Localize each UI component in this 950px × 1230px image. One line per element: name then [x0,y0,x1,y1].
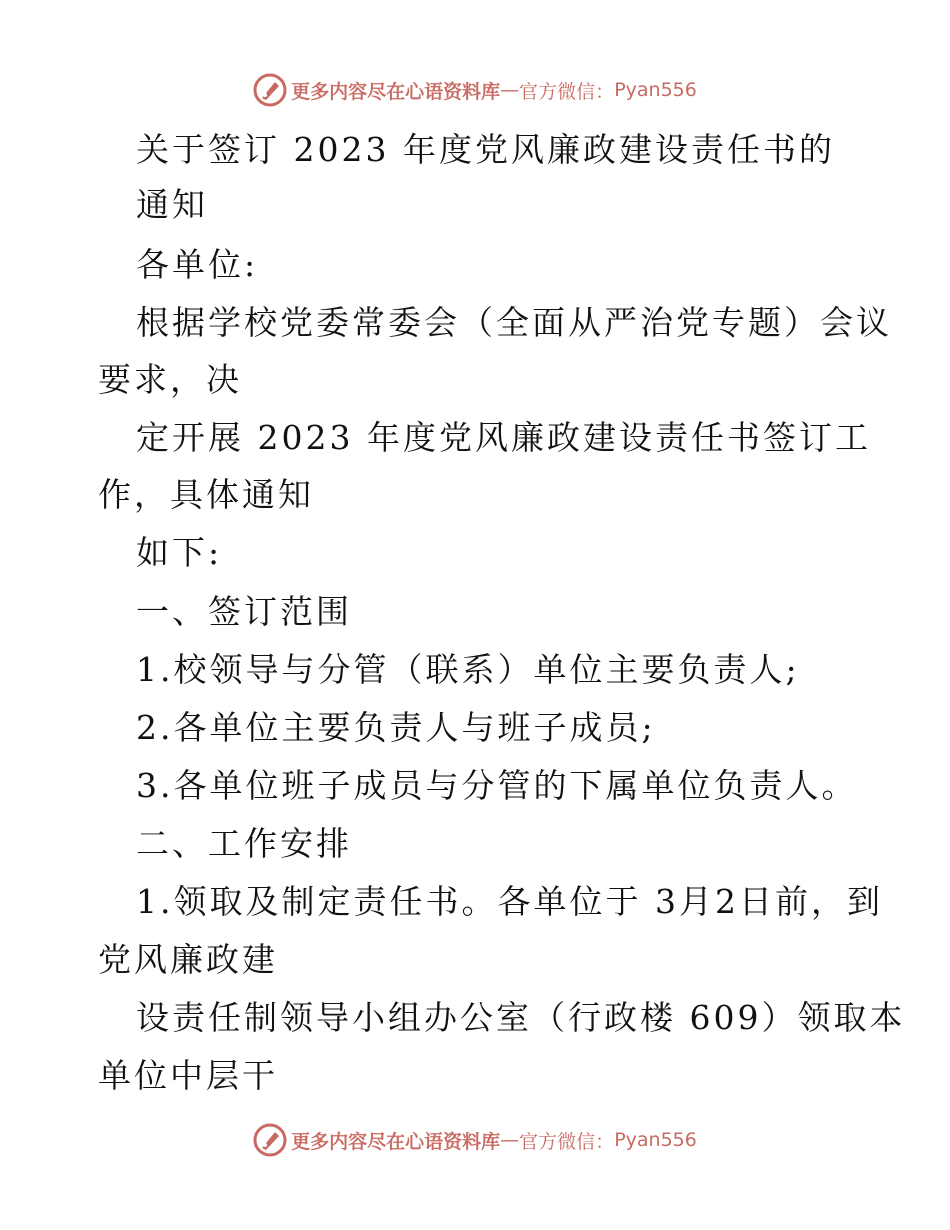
watermark-separator: — [500,1129,520,1151]
doc-list-item: 2.各单位主要负责人与班子成员; [136,708,656,747]
doc-paragraph-line: 党风廉政建 [98,940,278,979]
doc-paragraph-line: 作，具体通知 [98,475,314,514]
doc-title-line-1: 关于签订 2023 年度党风廉政建设责任书的 [136,130,835,169]
doc-paragraph-line: 定开展 2023 年度党风廉政建设责任书签订工 [136,418,871,457]
watermark-contact-id: Pyan556 [614,1129,697,1151]
watermark-contact-label: 官方微信： [519,80,615,103]
doc-section-heading: 二、工作安排 [136,824,352,863]
doc-section-heading: 一、签订范围 [136,592,352,631]
doc-paragraph-line: 如下: [136,533,223,572]
pen-nib-logo-icon [253,1123,287,1157]
doc-paragraph-line: 设责任制领导小组办公室（行政楼 609）领取本 [136,998,906,1037]
doc-list-item: 1.领取及制定责任书。各单位于 3月2日前，到 [136,882,883,921]
doc-paragraph-line: 要求，决 [98,360,242,399]
watermark-contact-id: Pyan556 [614,79,697,101]
header-watermark [0,70,950,110]
doc-title-line-2: 通知 [136,185,208,224]
doc-paragraph-line: 单位中层干 [98,1056,278,1095]
doc-list-item: 3.各单位班子成员与分管的下属单位负责人。 [136,766,858,805]
watermark-text: 更多内容尽在心语资料库 [291,1130,501,1153]
doc-list-item: 1.校领导与分管（联系）单位主要负责人; [136,650,800,689]
doc-salutation: 各单位: [136,245,259,284]
pen-nib-logo-icon [253,73,287,107]
watermark-text: 更多内容尽在心语资料库 [291,80,501,103]
doc-paragraph-line: 根据学校党委常委会（全面从严治党专题）会议 [136,303,892,342]
watermark-contact-label: 官方微信： [519,1130,615,1153]
footer-watermark [0,1120,950,1160]
watermark-separator: — [500,79,520,101]
